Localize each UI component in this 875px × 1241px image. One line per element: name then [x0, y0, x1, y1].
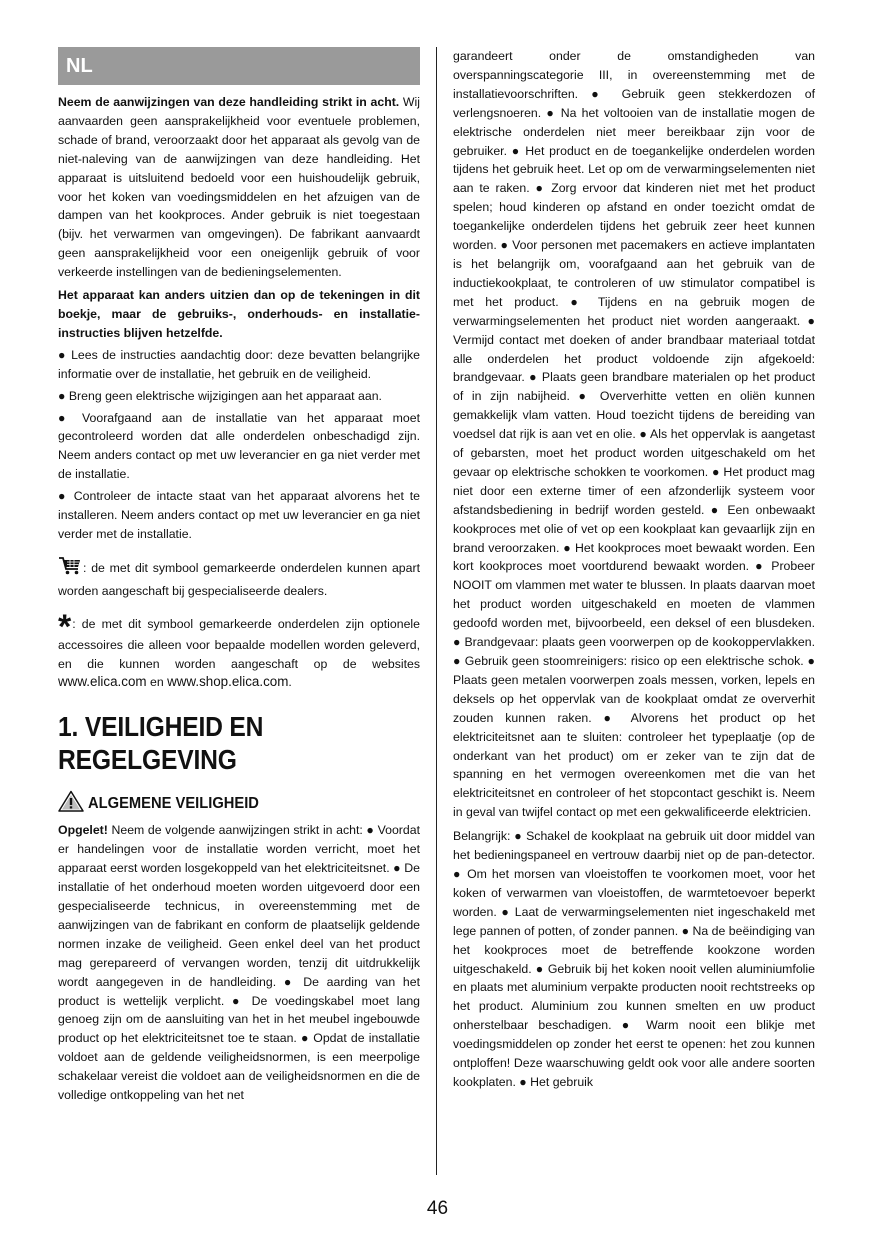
- page-number: 46: [426, 1198, 449, 1219]
- asterisk-icon: *: [58, 607, 72, 646]
- website-link[interactable]: www.elica.com: [58, 674, 147, 690]
- bullet-check-parts: ● Voorafgaand aan de installatie van het apparaat moet gecontroleerd worden dat alle onderdelen onbeschadigd zijn. Neem anders contact op met uw leverancier en ga niet verder met de installatie.: [58, 410, 420, 482]
- sentence-end: .: [288, 675, 292, 690]
- bullet-read-instructions: ● Lees de instructies aandachtig door: deze bevatten belangrijke informatie over de installatie, het gebruik en de veiligheid.: [58, 347, 420, 381]
- section-title-line1: 1. VEILIGHEID EN: [58, 711, 264, 743]
- general-safety-paragraph: [58, 821, 420, 1105]
- language-badge: NL: [58, 47, 420, 85]
- subsection-title: ALGEMENE VEILIGHEID: [88, 794, 259, 812]
- important-paragraph: Belangrijk: ● Schakel de kookplaat na gebruik uit door middel van het bedieningspaneel en vertrouw daarbij niet op de pan-detector. ● Om het morsen van vloeistoffen te voorkomen moet, voor het koken of verwarmen van vloeistoffen, de warmtetoevoer beperkt worden. ● Laat de verwarmingselementen niet ingeschakeld met lege pannen of potten, of zonder pannen. ● Na de beëindiging van het kookproces moet de betreffende kookzone worden uitgeschakeld. ● Gebruik bij het koken nooit vellen aluminiumfolie en plaats met aluminium verpakte producten nooit rechtstreeks op het product. Aluminium zou kunnen smelten en uw product onherstelbaar beschadigen. ● Warm nooit een blikje met voedingsmiddelen op zonder het eerst te openen: het zou kunnen ontploffen! Deze waarschuwing geldt ook voor alle andere soorten kookplaten. ● Het gebruik: [453, 829, 815, 1089]
- intro-bold: Neem de aanwijzingen van deze handleiding strikt in acht.: [58, 95, 400, 109]
- attention-label: Opgelet!: [58, 823, 108, 838]
- star-note-text: : de met dit symbool gemarkeerde onderdelen zijn optionele accessoires die alleen voor bepaalde modellen worden geleverd, en die kunnen worden aangeschaft op de websites: [58, 616, 420, 671]
- subsection-header: [58, 790, 420, 817]
- shopping-cart-icon: [58, 556, 82, 582]
- cart-note-text: : de met dit symbool gemarkeerde onderdelen kunnen apart worden aangeschaft bij gespecialiseerde dealers.: [58, 560, 420, 598]
- intro-text: Wij aanvaarden geen aansprakelijkheid voor eventuele problemen, schade of brand, veroorzaakt door het apparaat als gevolg van de niet-naleving van de aanwijzingen van deze handleiding. Het apparaat is uitsluitend bedoeld voor een huishoudelijk gebruik, voor het koken van voedingsmiddelen en het afzuigen van de dampen van het kookproces. Ander gebruik is niet toegestaan (bijv. het verwarmen van omgevingen). De fabrikant aanvaardt geen aansprakelijkheid voor een oneigenlijk gebruik of voor verkeerde instellingen van de bedieningselementen.: [58, 95, 420, 280]
- cart-symbol-note: [58, 556, 420, 601]
- left-column: [58, 47, 420, 1105]
- section-title: [58, 710, 428, 776]
- section-title-line2: REGELGEVING: [58, 744, 237, 776]
- bullet-no-electrical-changes: ● Breng geen elektrische wijzigingen aan het apparaat aan.: [58, 388, 382, 403]
- bullet-check-appliance: ● Controleer de intacte staat van het apparaat alvorens het te installeren. Neem anders contact op met uw leverancier en ga niet verder met de installatie.: [58, 489, 420, 541]
- warning-icon: [58, 790, 84, 817]
- shop-website-link[interactable]: www.shop.elica.com: [167, 674, 289, 690]
- drawing-notice: Het apparaat kan anders uitzien dan op de tekeningen in dit boekje, maar de gebruiks-, onderhouds- en installatie-instructies blijven hetzelfde.: [58, 288, 420, 340]
- conjunction: en: [146, 675, 168, 690]
- general-safety-text: Neem de volgende aanwijzingen strikt in acht: ● Voordat er handelingen voor de installatie worden verricht, moet het apparaat eerst worden losgekoppeld van het elektriciteitsnet. ● De installatie of het onderhoud moeten worden uitgevoerd door een gespecialiseerde technicus, in overeenstemming met de aanwijzingen van de fabrikant en conform de plaatselijk geldende normen inzake de veiligheid. Geen enkel deel van het product mag gerepareerd of vervangen worden, tenzij dit uitdrukkelijk wordt aangegeven in de handleiding. ● De aarding van het product is wettelijk verplicht. ● De voedingskabel moet lang genoeg zijn om de aansluiting van het in het meubel ingebouwde product op het elektriciteitsnet toe te staan. ● Opdat de installatie voldoet aan de geldende veiligheidsnormen, is een meerpolige schakelaar vereist die voldoet aan de veiligheidsnormen en die de volledige ontkoppeling van het net: [58, 823, 420, 1103]
- star-symbol-note: [58, 607, 420, 693]
- intro-paragraph: [58, 93, 420, 282]
- safety-continued-paragraph: garandeert onder de omstandigheden van overspanningscategorie III, in overeenstemming met de installatievoorschriften. ● Gebruik geen stekkerdozen of verlengsnoeren. ● Na het voltooien van de installatie mogen de elektrische onderdelen niet meer bereikbaar zijn voor de gebruiker. ● Het product en de toegankelijke onderdelen worden tijdens het gebruik heet. Let op om de verwarmingselementen niet aan te raken. ● Zorg ervoor dat kinderen niet met het product spelen; houd kinderen op afstand en onder toezicht omdat de toegankelijke onderdelen tijdens het gebruik zeer heet kunnen worden. ● Voor personen met pacemakers en actieve implantaten is het belangrijk om, voorafgaand aan het gebruik van de inductiekookplaat, te controleren of uw stimulator compatibel is met het product. ● Tijdens en na gebruik mogen de verwarmingselementen het product niet worden aangeraakt. ● Vermijd contact met doeken of ander brandbaar materiaal totdat alle onderdelen het product voldoende zijn afgekoeld: brandgevaar. ● Plaats geen brandbare materialen op het product of in zijn nabijheid. ● Oververhitte vetten en oliën kunnen gemakkelijk vlam vatten. Houd toezicht tijdens de bereiding van voedsel dat rijk is aan vet en olie. ● Als het oppervlak is aangetast of gebarsten, moet het product worden uitgeschakeld om het gevaar op elektrische schokken te voorkomen. ● Het product mag niet door een externe timer of een afzonderlijk systeem voor afstandsbediening in bedrijf worden gesteld. ● Een onbewaakt kookproces met olie of vet op een kookplaat kan gevaarlijk zijn en brand veroorzaken. ● Het kookproces moet bewaakt worden. Een kort kookproces moet voortdurend bewaakt worden. ● Probeer NOOIT om vlammen met water te blussen. In plaats daarvan moet het product worden uitgeschakeld en moeten de vlammen gedoofd worden met, bijvoorbeeld, een deksel of een blusdeken. ● Brandgevaar: plaats geen voorwerpen op de kookoppervlakken. ● Gebruik geen stoomreinigers: risico op een elektrische schok. ● Plaats geen metalen voorwerpen zoals messen, vorken, lepels en deksels op het oppervlak van de kookplaat omdat ze oververhit zouden kunnen raken. ● Alvorens het product op het elektriciteitsnet aan te sluiten: controleer het typeplaatje (op de onderkant van het product) om er zeker van te zijn dat de spanning en het vermogen overeenkomen met die van het elektriciteitsnet en controleer of het stopcontact geschikt is. Neem in geval van twijfel contact op met een gekwalificeerde elektricien.: [453, 49, 815, 820]
- right-column: [453, 47, 815, 1092]
- column-divider: [436, 47, 437, 1175]
